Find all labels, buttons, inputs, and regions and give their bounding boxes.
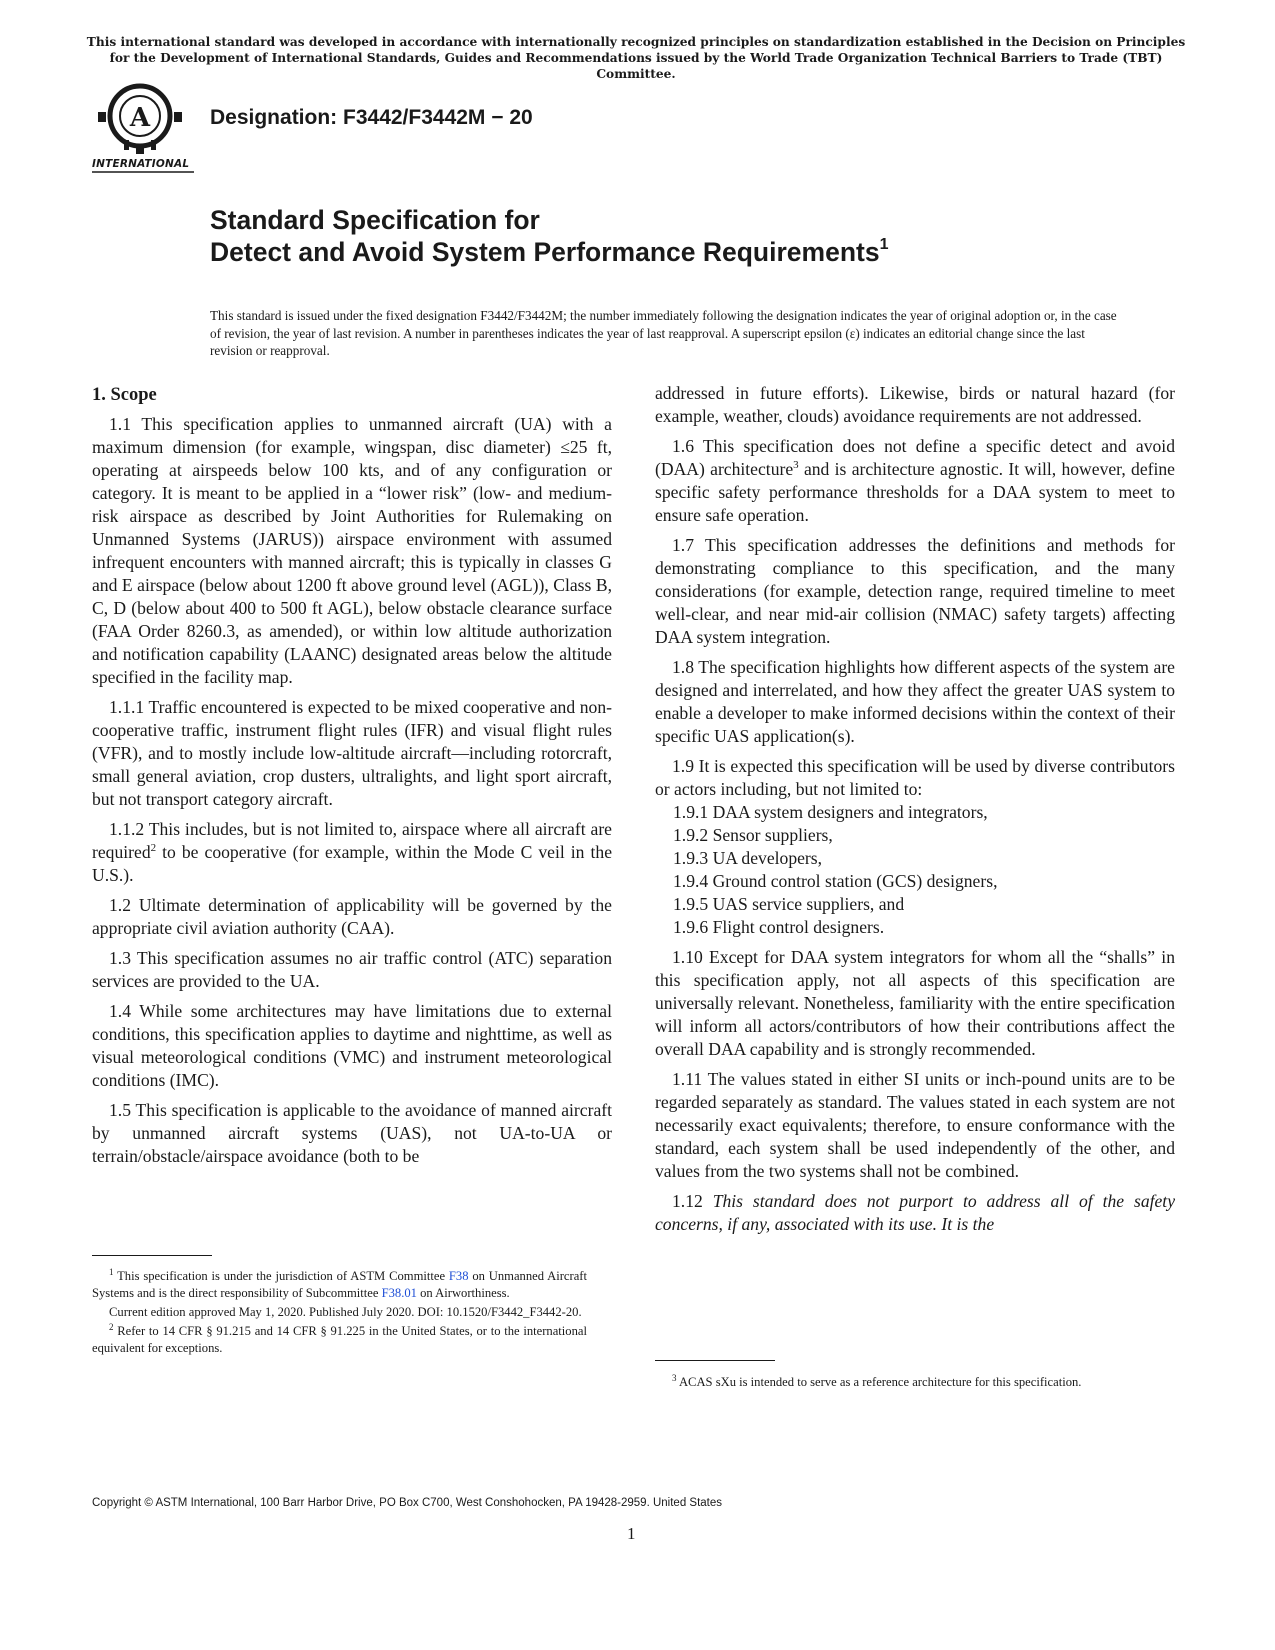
paragraph-text: This standard does not purport to address all of the safety concerns, if any, associated with its use. It is the [655, 1191, 1176, 1234]
list-item: 1.9.3 UA developers, [673, 848, 823, 868]
list-item: 1.9.6 Flight control designers. [673, 917, 885, 937]
paragraph-1-11: 1.11 The values stated in either SI units or inch-pound units are to be regarded separately as standard. The values stated in each system are not necessarily exact equivalents; therefore, to ensure conformance with the standard, each system shall be used independently of the other, and values from the two systems shall not be combined. [655, 1069, 1175, 1181]
paragraph-1-1-1: 1.1.1 Traffic encountered is expected to be mixed cooperative and non-cooperative traffic, instrument flight rules (IFR) and visual flight rules (VFR), and to mostly include low-altitude aircraft—including rotorcraft, small general aviation, crop dusters, ultralights, and light sport aircraft, but not transport category aircraft. [92, 697, 612, 809]
footnote-divider [655, 1360, 775, 1361]
footnote-1 [92, 1268, 587, 1302]
paragraph-1-5: 1.5 This specification is applicable to the avoidance of manned aircraft by unmanned aircraft systems (UAS), not UA-to-UA or terrain/obstacle/airspace avoidance (both to be [92, 1100, 612, 1166]
page-title [210, 204, 888, 268]
title-line-2 [210, 236, 888, 268]
footnotes-right [655, 1374, 1175, 1393]
footnote-divider [92, 1255, 212, 1256]
footnote-2 [92, 1323, 587, 1357]
paragraph-text: and is architecture agnostic. It will, however, define specific safety performance thresholds for a DAA system to meet to ensure safe operation. [655, 459, 1175, 525]
paragraph-text: 1.1.2 This includes, but is not limited to, airspace where all aircraft are required [92, 819, 612, 862]
title-line-1: Standard Specification for [210, 205, 540, 235]
paragraph-1-8: 1.8 The specification highlights how different aspects of the system are designed and interrelated, and how they affect the greater UAS system to enable a developer to make informed decisions within the context of their specific UAS application(s). [655, 657, 1175, 746]
paragraph-1-2: 1.2 Ultimate determination of applicability will be governed by the appropriate civil aviation authority (CAA). [92, 895, 612, 938]
footnote-text: on Unmanned Aircraft Systems and is the direct responsibility of Subcommittee [92, 1269, 587, 1300]
paragraph-text: 1.6 This specification does not define a specific detect and avoid (DAA) architecture [655, 436, 1175, 479]
footnote-text: on Airworthiness. [416, 1286, 510, 1300]
footnote-ref[interactable]: 3 [793, 459, 799, 471]
footnote-text: Refer to 14 CFR § 91.215 and 14 CFR § 91.225 in the United States, or to the international equivalent for exceptions. [92, 1324, 587, 1355]
committee-link[interactable]: F38 [448, 1269, 469, 1283]
issued-notice: This standard is issued under the fixed designation F3442/F3442M; the number immediately following the designation indicates the year of original adoption or, in the case of revision, the year of last revision. A number in parentheses indicates the year of last reapproval. A superscript epsilon (ε) indicates an editorial change since the last revision or reapproval. [210, 308, 1117, 358]
paragraph-1-6 [655, 435, 1175, 527]
subcommittee-link[interactable]: F38.01 [381, 1286, 417, 1300]
astm-international-logo-icon [92, 82, 194, 176]
paragraph-1-10: 1.10 Except for DAA system integrators for whom all the “shalls” in this specification apply, not all aspects of this specification are universally relevant. Nonetheless, familiarity with the entire specification will inform all actors/contributors of how their contributions affect the overall DAA capability and is strongly recommended. [655, 947, 1175, 1059]
paragraph-1-4: 1.4 While some architectures may have limitations due to external conditions, this specification applies to daytime and nighttime, as well as visual meteorological conditions (VMC) and instrument meteorological conditions (IMC). [92, 1001, 612, 1090]
title-footnote-ref: 1 [879, 236, 889, 253]
footnote-edition: Current edition approved May 1, 2020. Published July 2020. DOI: 10.1520/F3442_F3442-20. [109, 1305, 582, 1319]
footnote-3 [655, 1374, 1175, 1391]
list-item: 1.9.4 Ground control station (GCS) designers, [673, 871, 998, 891]
paragraph-1-3: 1.3 This specification assumes no air traffic control (ATC) separation services are provided to the UA. [92, 948, 612, 991]
footnote-number: 2 [109, 1322, 114, 1332]
footnotes-left [92, 1268, 587, 1359]
paragraph-1-7: 1.7 This specification addresses the definitions and methods for demonstrating compliance to this specification, and the many considerations (for example, detection range, required timeline to meet well-clear, and near mid-air collision (NMAC) safety targets) affecting DAA system integration. [655, 535, 1175, 647]
paragraph-text: to be cooperative (for example, within the Mode C veil in the U.S.). [92, 842, 612, 885]
paragraph-number: 1.12 [672, 1191, 713, 1211]
footnote-number: 3 [672, 1373, 677, 1383]
list-item: 1.9.5 UAS service suppliers, and [673, 894, 905, 914]
logo-text: INTERNATIONAL [92, 158, 190, 170]
right-column [655, 382, 1175, 1243]
paragraph-1-9: 1.9 It is expected this specification will be used by diverse contributors or actors including, but not limited to: [655, 756, 1175, 799]
svg-text:A: A [129, 103, 151, 133]
list-item: 1.9.2 Sensor suppliers, [673, 825, 833, 845]
page-number: 1 [627, 1524, 636, 1543]
title-text: Detect and Avoid System Performance Requirements [210, 237, 880, 267]
paragraph-1-5-continued: addressed in future efforts). Likewise, birds or natural hazard (for example, weather, clouds) avoidance requirements are not addressed. [655, 383, 1175, 426]
copyright-notice: Copyright © ASTM International, 100 Barr Harbor Drive, PO Box C700, West Conshohocken, PA 19428-2959. United States [92, 1497, 723, 1509]
paragraph-1-1-2 [92, 818, 612, 887]
paragraph-1-12 [655, 1190, 1175, 1236]
wto-notice: This international standard was developed in accordance with internationally recognized principles on standardization established in the Decision on Principles for the Development of International Standards, Guides and Recommendations issued by the World Trade Organization Technical Barriers to Trade (TBT) Committee. [86, 35, 1186, 81]
section-heading: 1. Scope [92, 385, 157, 405]
list-item: 1.9.1 DAA system designers and integrators, [673, 802, 988, 822]
footnote-text: ACAS sXu is intended to serve as a reference architecture for this specification. [676, 1375, 1082, 1389]
left-column [92, 382, 612, 1175]
footnote-number: 1 [109, 1267, 114, 1277]
footnote-ref[interactable]: 2 [150, 842, 157, 854]
designation: Designation: F3442/F3442M − 20 [210, 106, 533, 129]
paragraph-1-1: 1.1 This specification applies to unmanned aircraft (UA) with a maximum dimension (for example, wingspan, disc diameter) ≤25 ft, operating at airspeeds below 100 kts, and of any configuration or category. It is meant to be applied in a “lower risk” (low- and medium-risk airspace as described by Joint Authorities for Rulemaking on Unmanned Systems (JARUS)) airspace environment with assumed infrequent encounters with manned aircraft; this is typically in classes G and E airspace (below about 1200 ft above ground level (AGL)), Class B, C, D (below about 400 to 500 ft AGL), below obstacle clearance surface (FAA Order 8260.3, as amended), or within low altitude authorization and notification capability (LAANC) designated areas below the altitude specified in the facility map. [92, 414, 612, 687]
footnote-text: This specification is under the jurisdiction of ASTM Committee [113, 1269, 449, 1283]
